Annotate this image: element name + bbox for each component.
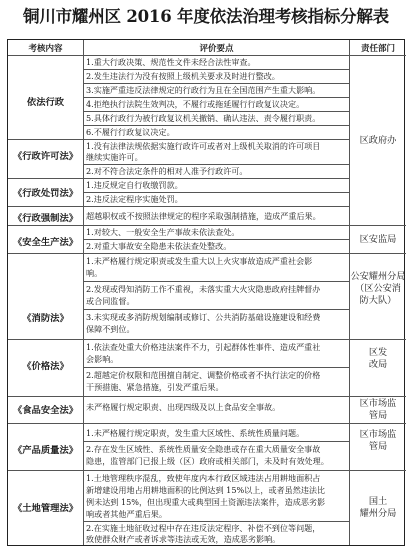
category-label: 《行政强制法》 [12, 213, 79, 224]
point-line: 6.不履行行政复议决定。 [86, 127, 175, 137]
point-line: 2.发生违法行为没有按照上级机关要求及时进行整改。 [86, 71, 280, 81]
point-line: 2.对重大事故安全隐患未依法查处整改。 [86, 241, 232, 251]
point-line: 或合同监督。 [86, 296, 135, 306]
dept-label: 区发 改局 [368, 347, 388, 370]
point-line: 响或者其他严重后果。 [86, 509, 167, 519]
point-line: 1.违反规定自行收缴罚款。 [86, 180, 183, 190]
point-line: 3.未实现或多消防规划编制或修订、公共消防基础设施建设和经费 [86, 312, 321, 322]
point-line: 1.依法查处重大价格违法案件不力，引起群体性事件、造成严重社 [86, 342, 321, 352]
point-line: 2.存在发生区域性、系统性质量安全隐患或存在重大质量安全事故 [86, 444, 321, 454]
point-line: 2.发现或得知消防工作不重视，未落实重大火灾隐患政府挂牌督办 [86, 284, 321, 294]
category-label: 《行政处罚法》 [12, 188, 79, 199]
point-line: 隐患，监管部门已报上级（区）政府或相关部门，未及时有效处理。 [86, 456, 329, 466]
dept-label: 国土 耀州分局 [359, 496, 397, 519]
point-line: 未严格履行规定职责、出现四级及以上食品安全事故。 [86, 402, 281, 412]
header-points: 评价要点 [199, 44, 234, 54]
dept-label: 区市场监 管局 [359, 398, 397, 421]
point-line: 保障不到位。 [86, 324, 135, 334]
header-category: 考核内容 [28, 44, 63, 54]
header-divider [8, 55, 406, 56]
dept-label: 公安耀州分局 （区公安消 防大队） [350, 271, 406, 306]
indicator-table [7, 39, 405, 546]
point-line: 新增建设用地占用耕地面积的比例达到 15%以上，或者虽然违法比 [86, 485, 326, 495]
point-line: 4.拒绝执行法院生效判决，不履行或拖延履行行政复议决定。 [86, 99, 305, 109]
category-label: 《价格法》 [22, 361, 69, 372]
point-line: 致使群众财产或者诉求等违法或无效，造成恶劣影响。 [86, 534, 281, 544]
point-line: 超越职权或不按照法律规定的程序采取强制措施，造成严重后果。 [86, 211, 321, 221]
point-line: 5.具体行政行为被行政复议机关撤销、确认违法、责令履行职责。 [86, 113, 321, 123]
point-line: 响。 [86, 268, 103, 278]
category-label: 《行政许可法》 [12, 151, 79, 162]
point-line: 1.土地管理秩序混乱，致使年度内本行政区域违法占用耕地面积占 [86, 473, 321, 483]
category-label: 《安全生产法》 [12, 237, 79, 248]
point-line: 1.未严格履行规定职责或发生重大以上火灾事故造成严重社会影 [86, 256, 313, 266]
dept-label: 区安监局 [359, 234, 397, 245]
point-line: 1.重大行政决策、规范性文件未经合法性审查。 [86, 57, 256, 67]
point-line: 1.未严格履行规定职责，发生重大区域性、系统性质量问题。 [86, 428, 305, 438]
point-line: 2.超越定价权限和范围擅自制定、调整价格或者不执行法定的价格 [86, 370, 321, 380]
point-line: 继续实施许可。 [86, 152, 143, 162]
point-line: 2.违反法定程序实施处罚。 [86, 194, 183, 204]
header-dept: 责任部门 [360, 44, 395, 54]
category-label: 依法行政 [26, 97, 65, 108]
category-label: 《消防法》 [22, 313, 69, 324]
dept-label: 区市场监 管局 [359, 429, 397, 452]
point-line: 例未达到 15%，但出现重大或典型国土资源违法案件，造成恶劣影 [86, 497, 326, 507]
point-line: 3.实施严重违反法律规定的行政行为且在全国范围产生重大影响。 [86, 85, 321, 95]
point-line: 2.对不符合法定条件的相对人准予行政许可。 [86, 166, 248, 176]
point-line: 1.没有法律法规依据实施行政许可或者对上级机关取消的许可项目 [86, 141, 321, 151]
category-label: 《产品质量法》 [12, 445, 79, 456]
category-label: 《食品安全法》 [12, 405, 79, 416]
point-line: 2.在实施土地征收过程中存在违反法定程序、补偿不到位等问题， [86, 523, 321, 533]
point-line: 会影响。 [86, 354, 119, 364]
point-line: 干预措施、紧急措施，引发严重后果。 [86, 382, 224, 392]
document-title: 铜川市耀州区 2016 年度依法治理考核指标分解表 [23, 7, 389, 26]
dept-label: 区政府办 [359, 135, 397, 146]
category-label: 《土地管理法》 [12, 503, 79, 514]
point-line: 1.对较大、一般安全生产事故未依法查处。 [86, 227, 240, 237]
